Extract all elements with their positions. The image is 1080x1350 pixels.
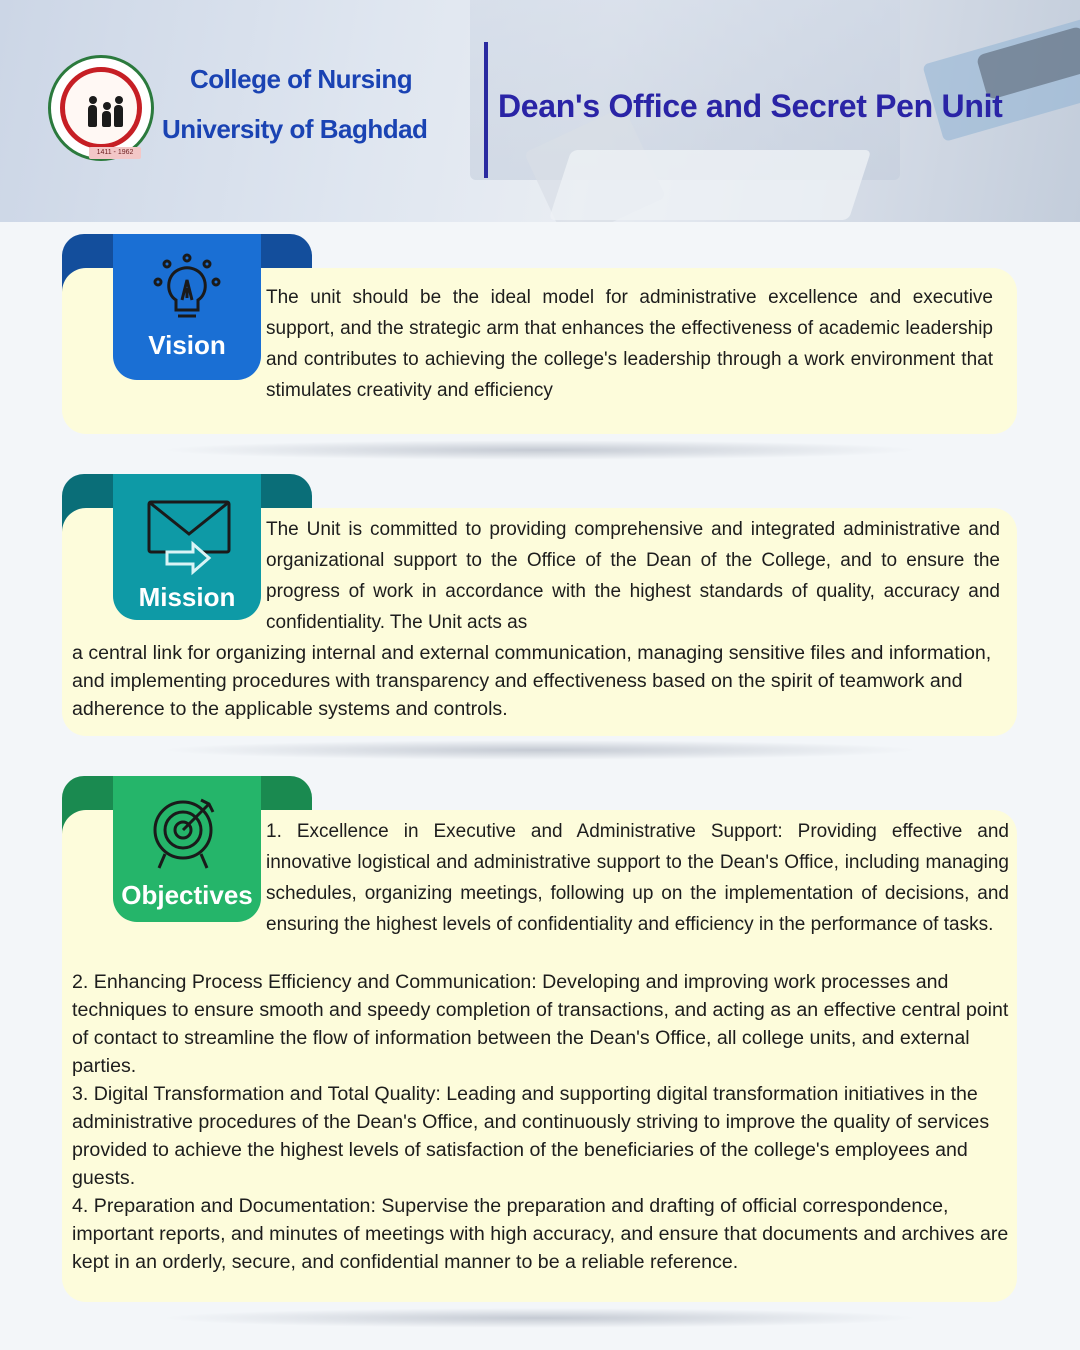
background-keyboard [549,150,872,220]
lightbulb-pen-icon [152,254,222,324]
objective-item-1: 1. Excellence in Executive and Administrative Support: Providing effective and innovative logistical and administrative support to the Dean's Office, including managing schedules, organizing meetings, following up on the implementation of decisions, and ensuring the highest levels of confidentiality and efficiency in the performance of tasks. [266,821,1009,935]
objectives-label: Objectives [121,880,253,910]
vision-label: Vision [148,330,226,360]
university-name: University of Baghdad [162,114,428,144]
objective-item-3: 3. Digital Transformation and Total Quality: Leading and supporting digital transformation initiatives in the administrative procedures of the Dean's Office, and continuously striving to improve the quality of services provided to achieve the highest levels of satisfaction of the beneficiaries of the college's employees and guests. [72,1083,990,1189]
vision-text: The unit should be the ideal model for administrative excellence and executive support, and the strategic arm that enhances the effectiveness of academic leadership and contributes to achieving the college's leadership through a work environment that stimulates creativity and efficiency [266,287,993,401]
mission-label: Mission [138,582,236,612]
objectives-badge [113,776,261,922]
unit-title: Dean's Office and Secret Pen Unit [498,88,1003,124]
logo-figure-head [115,96,123,104]
objective-item-2: 2. Enhancing Process Efficiency and Communication: Developing and improving work processes and techniques to ensure smooth and speedy completion of transactions, and acting as an effective central point of contact to streamline the flow of information between the Dean's Office, all college units, and external parties. [72,971,1009,1077]
logo-figure [102,111,111,127]
mission-text-top: The Unit is committed to providing comprehensive and integrated administrative and organizational support to the Office of the Dean of the College, and to ensure the progress of work in accordance with the highest standards of quality, accuracy and confidentiality. The Unit acts as [266,519,1000,633]
college-logo [48,55,154,161]
header-divider [484,42,488,178]
logo-figure [88,105,97,127]
envelope-arrow-icon [147,500,237,580]
objectives-card-shadow [160,1308,920,1328]
logo-ring [60,67,142,156]
mission-badge [113,474,261,620]
vision-badge [113,234,261,380]
mission-card-shadow [160,740,920,760]
logo-figure [114,105,123,127]
objective-item-4: 4. Preparation and Documentation: Supervise the preparation and drafting of official correspondence, important reports, and minutes of meetings with high accuracy, and ensure that documents and archives are kept in an orderly, secure, and confidential manner to be a reliable reference. [72,1195,1009,1273]
logo-year: 1411 - 1962 [89,147,141,159]
target-arrow-icon [149,796,229,876]
logo-figure-head [103,102,111,110]
college-name: College of Nursing [190,64,413,94]
mission-text-bottom: a central link for organizing internal and external communication, managing sensitive files and information, and implementing procedures with transparency and effectiveness based on the spirit of teamwork and adherence to the applicable systems and controls. [72,642,992,720]
vision-card-shadow [160,440,920,460]
logo-figure-head [89,96,97,104]
header-banner [0,0,1080,222]
